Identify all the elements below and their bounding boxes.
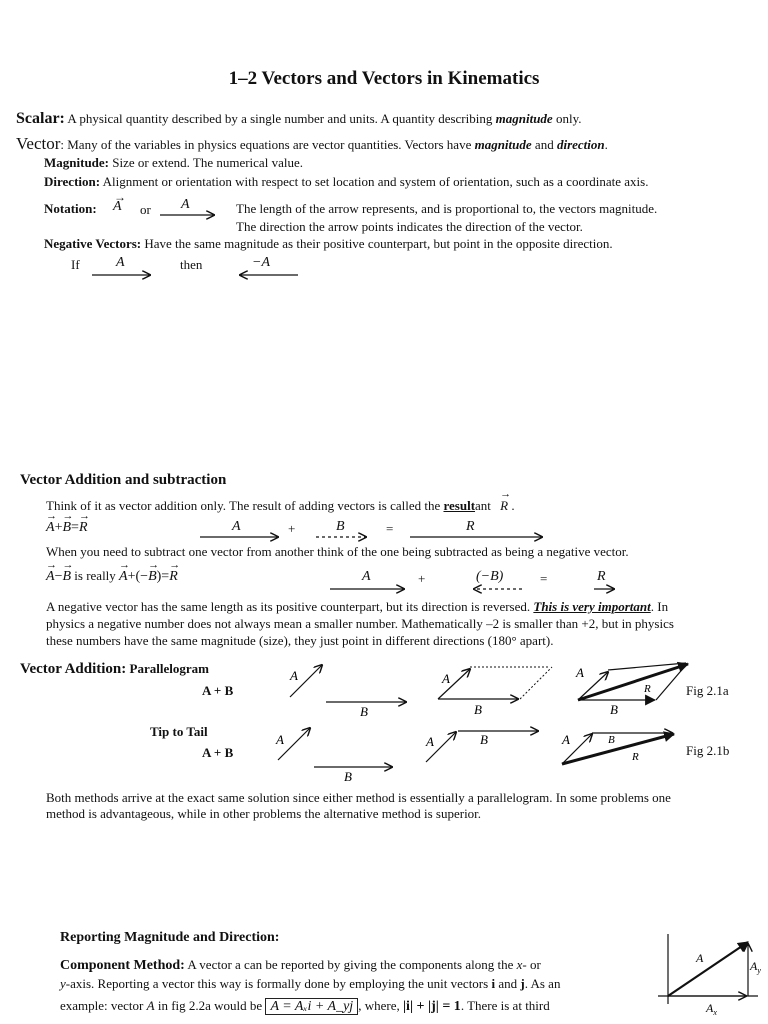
addition-r-letter: R — [500, 498, 509, 513]
component-line2-text: -axis. Reporting a vector this way is formally done by employing the unit vectors — [65, 976, 492, 991]
negative-label: Negative Vectors: — [44, 236, 142, 251]
negative-neg-a-label: −A — [252, 255, 270, 270]
diag1-A-arrow — [198, 530, 282, 544]
neg-para-emph: This is very important — [533, 599, 651, 614]
negative-text: Have the same magnitude as their positive counterpart, but point in the opposite direction. — [141, 236, 613, 251]
para2-a-label: A — [442, 671, 450, 686]
scalar-text: A physical quantity described by a single number and units. A quantity describing — [64, 111, 496, 126]
eq2-A-letter: A — [46, 569, 55, 584]
eq2-close: )= — [156, 569, 170, 584]
comp-ay-label — [749, 959, 761, 975]
eq1-B — [62, 510, 74, 535]
diag2-B-label: (−B) — [476, 569, 504, 584]
eq2-B — [62, 559, 74, 584]
magnitude-definition — [44, 155, 303, 171]
addition-subtract: When you need to subtract one vector from another think of the one being subtracted as being a negative vector. — [46, 544, 629, 559]
addition-r-vec — [500, 488, 512, 513]
vector-emph-magnitude: magnitude — [474, 137, 532, 152]
tt-a-label: A — [276, 732, 284, 747]
vector-text: Many of the variables in physics equations are vector quantities. Vectors have — [64, 137, 475, 152]
negative-a-label: A — [116, 255, 125, 270]
component-line1 — [60, 957, 541, 974]
vector-emph-direction: direction — [556, 137, 605, 152]
vector-and: and — [531, 137, 557, 152]
component-line2 — [60, 976, 560, 992]
vec-arrow-icon: → — [114, 190, 126, 204]
diag1-B-label: B — [336, 519, 345, 534]
vec-arrow-icon: → — [119, 559, 131, 571]
notation-line1: The length of the arrow represents, and is proportional to, the vectors magnitude. — [236, 201, 658, 216]
diag2-equals: = — [540, 571, 548, 586]
tt2-a-label: A — [426, 734, 434, 749]
eq2-B2 — [148, 559, 160, 584]
para2-dash-side — [520, 667, 552, 699]
tt3-r-label: R — [632, 751, 639, 763]
addition-resultant-rest: ant — [475, 498, 491, 513]
component-i: i — [491, 976, 496, 991]
scalar-label: Scalar: — [16, 110, 65, 127]
negative-neg-a-arrow — [236, 268, 302, 282]
eq1-plus: + — [54, 520, 63, 535]
comp-ax-sub: x — [713, 1008, 717, 1017]
diag1-A-label: A — [232, 519, 241, 534]
comp-a-arrow — [668, 942, 748, 996]
component-line2-end: . As an — [524, 976, 561, 991]
neg-para-end: . In — [650, 599, 669, 614]
component-line3-end: . There is at third — [460, 998, 550, 1013]
tiptail-heading: Tip to Tail — [150, 724, 208, 739]
notation-vec-letter: A — [113, 199, 122, 214]
addition-eq1 — [46, 510, 90, 536]
negative-if: If — [71, 257, 80, 272]
scalar-emph: magnitude — [495, 111, 553, 126]
diag2-plus: + — [418, 571, 426, 586]
eq2-R — [169, 559, 181, 584]
scalar-text-end: only. — [552, 111, 582, 126]
eq2-really: is really — [71, 568, 120, 583]
para-b-label: B — [360, 704, 368, 719]
fig-2-1a: Fig 2.1a — [686, 683, 729, 698]
tt3-a-label: A — [562, 732, 570, 747]
eq2-A — [46, 559, 57, 584]
notation-or: or — [140, 202, 151, 217]
notation-vec — [113, 190, 126, 215]
negative-paragraph-line3: these numbers have the same magnitude (size), they just point in different directions (180° apart). — [46, 633, 554, 648]
para-a-label: A — [290, 668, 298, 683]
comp-ay-letter: A — [750, 959, 758, 973]
diag2-B-arrow — [470, 582, 526, 596]
component-x: x — [516, 957, 523, 972]
eq1-A-letter: A — [46, 520, 55, 535]
component-line3 — [60, 998, 550, 1015]
vec-arrow-icon: → — [46, 559, 57, 571]
negative-a-arrow — [90, 268, 154, 282]
addition-resultant-u: result — [443, 498, 476, 513]
fig-2-1b: Fig 2.1b — [686, 743, 730, 758]
scalar-definition — [16, 110, 581, 128]
negative-definition — [44, 236, 613, 252]
diag2-R-arrow — [592, 582, 618, 596]
notation-label: Notation: — [44, 201, 97, 216]
component-unit-eq: |i| + |j| = 1 — [402, 999, 461, 1014]
negative-paragraph-line1 — [46, 599, 668, 615]
comp-ay-sub: y — [757, 966, 761, 975]
comp-a-label: A — [696, 951, 704, 965]
parallelogram-heading-main: Vector Addition: — [20, 661, 127, 677]
vec-arrow-icon: → — [169, 559, 181, 571]
diag1-equals: = — [386, 521, 394, 536]
eq2-rest: +(− — [127, 569, 149, 584]
diag1-R-arrow — [408, 530, 546, 544]
vec-arrow-icon: → — [46, 510, 57, 522]
negative-then: then — [180, 257, 203, 272]
component-text-end: - or — [522, 957, 541, 972]
vector-definition — [16, 134, 608, 154]
tiptail-ab: A + B — [202, 745, 234, 760]
component-example: example: vector — [60, 998, 147, 1013]
eq1-equals: = — [71, 520, 79, 535]
vec-arrow-icon: → — [500, 488, 512, 500]
eq2-R-letter: R — [169, 569, 178, 584]
tt-b-label: B — [344, 769, 352, 784]
component-fig-ref: in fig 2.2a would be — [154, 998, 266, 1013]
component-y: y — [60, 976, 66, 991]
vec-arrow-icon: → — [148, 559, 160, 571]
page-title: 1–2 Vectors and Vectors in Kinematics — [228, 68, 540, 89]
diag2-A-arrow — [328, 582, 408, 596]
tt3-r-arrow — [562, 734, 674, 764]
parallelogram-heading-sub: Parallelogram — [126, 661, 209, 676]
component-and: and — [495, 976, 521, 991]
component-j: j — [520, 976, 525, 991]
neg-para-text: A negative vector has the same length as its positive counterpart, but its direction is reversed. — [46, 599, 534, 614]
diag2-A-label: A — [362, 569, 371, 584]
negative-paragraph-line2: physics a negative number does not always mean a smaller number. Mathematically –2 is smaller than +2, but in physics — [46, 616, 674, 631]
direction-label: Direction: — [44, 174, 101, 189]
eq1-B-letter: B — [62, 520, 72, 535]
eq1-A — [46, 510, 57, 535]
diag1-R-label: R — [466, 519, 475, 534]
para2-b-label: B — [474, 702, 482, 717]
para3-r-label: R — [644, 683, 651, 695]
component-where: , where, — [358, 998, 403, 1013]
both-line1: Both methods arrive at the exact same solution since either method is essentially a parallelogram. In some problems one — [46, 790, 671, 805]
component-vector-A: A — [146, 998, 155, 1013]
vec-arrow-icon: → — [62, 559, 74, 571]
notation-arrow — [158, 208, 218, 222]
vector-period: . — [604, 137, 608, 152]
eq2-B-letter: B — [62, 569, 72, 584]
direction-text: Alignment or orientation with respect to set location and system of orientation, such as a coordinate axis. — [100, 174, 649, 189]
notation-line2: The direction the arrow points indicates the direction of the vector. — [236, 219, 583, 234]
diag2-R-label: R — [597, 569, 606, 584]
reporting-heading: Reporting Magnitude and Direction: — [60, 930, 280, 945]
eq1-R-letter: R — [78, 520, 88, 535]
eq1-R — [78, 510, 90, 535]
tt3-b-label: B — [608, 734, 615, 746]
component-text: A vector a can be reported by giving the components along the — [184, 957, 517, 972]
comp-ax-letter: A — [706, 1001, 714, 1015]
eq2-B2-letter: B — [148, 569, 157, 584]
vec-arrow-icon: → — [62, 510, 74, 522]
addition-think: Think of it as vector addition only. The result of adding vectors is called the resultant → R . — [46, 488, 515, 513]
notation-arrow-label: A — [181, 197, 190, 212]
tt2-b-label: B — [480, 732, 488, 747]
diag1-plus: + — [288, 521, 296, 536]
para3-b-label: B — [610, 702, 618, 717]
addition-heading: Vector Addition and subtraction — [20, 472, 227, 488]
magnitude-text: Size or extend. The numerical value. — [109, 155, 303, 170]
addition-think-text: Think of it as vector addition only. The result of adding vectors is called the — [46, 498, 444, 513]
vector-label: Vector — [16, 134, 61, 153]
diag1-B-arrow — [314, 530, 370, 544]
magnitude-label: Magnitude: — [44, 155, 109, 170]
para3-a-label: A — [576, 665, 584, 680]
parallelogram-ab: A + B — [202, 683, 234, 698]
component-equation: A = Aₓi + A_yj — [265, 998, 358, 1015]
component-label: Component Method: — [60, 958, 185, 973]
vector-colon: : — [60, 137, 64, 152]
vec-arrow-icon: → — [78, 510, 90, 522]
addition-eq2 — [46, 559, 181, 585]
direction-definition — [44, 174, 648, 190]
component-diagram — [652, 930, 764, 1024]
eq2-A2-letter: A — [119, 569, 128, 584]
both-line2: method is advantageous, while in other problems the alternative method is superior. — [46, 806, 482, 821]
comp-ax-label — [705, 1001, 717, 1017]
eq2-A2 — [119, 559, 131, 584]
parallelogram-heading — [20, 660, 209, 678]
eq2-minus: − — [54, 569, 63, 584]
